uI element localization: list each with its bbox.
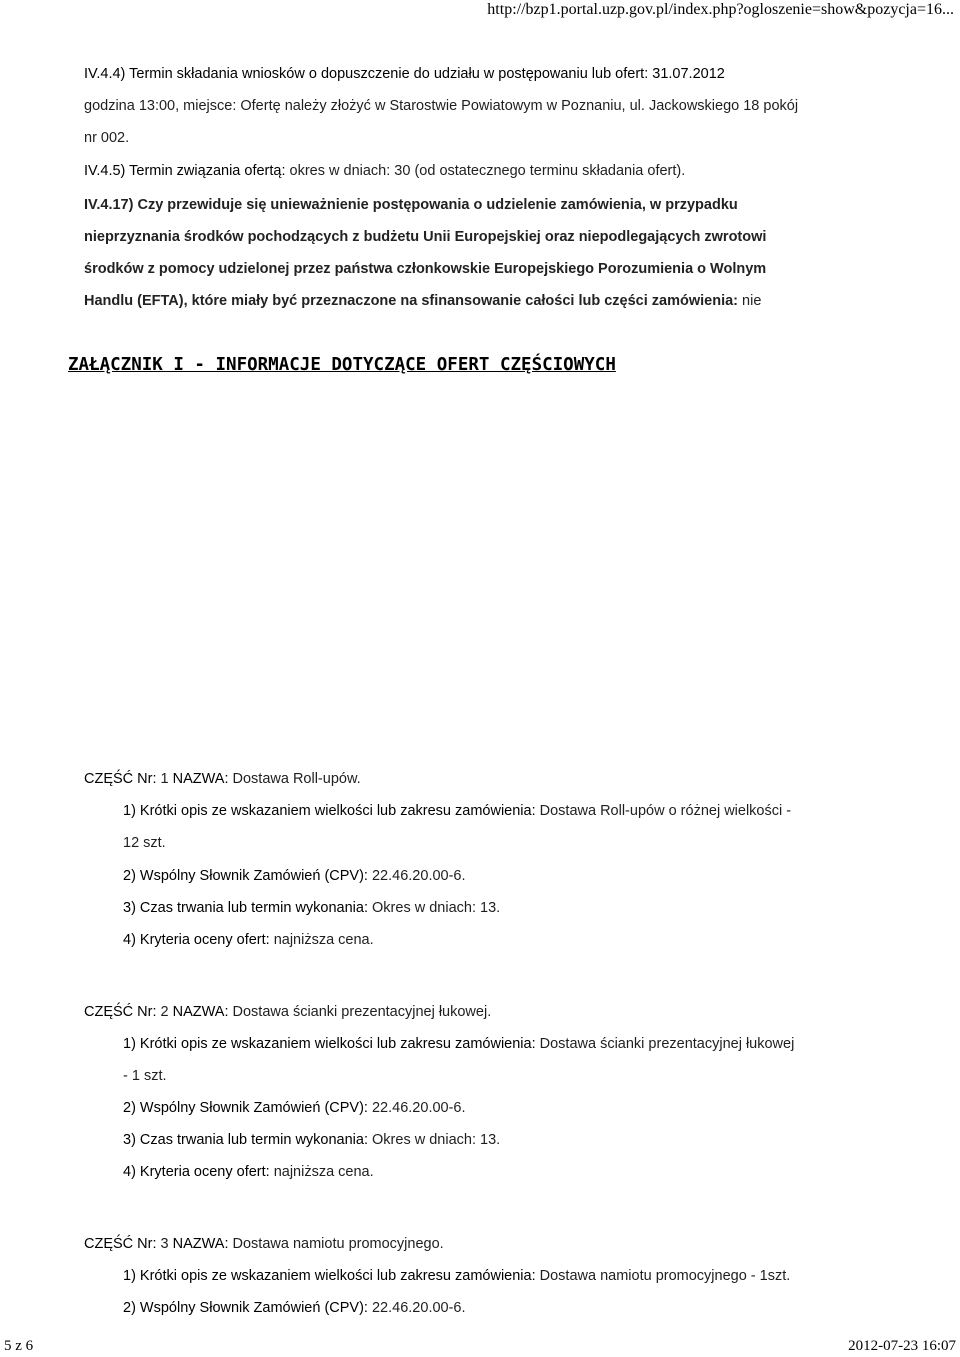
iv45-value: okres w dniach: 30 (od ostatecznego terminu składania ofert). (285, 163, 686, 179)
iv44-line-1: IV.4.4) Termin składania wniosków o dopuszczenie do udziału w postępowaniu lub ofert: 31.07.2012 (84, 66, 725, 82)
annex-title: ZAŁĄCZNIK I - INFORMACJE DOTYCZĄCE OFERT CZĘŚCIOWYCH (68, 355, 616, 375)
part-description-cont: 12 szt. (123, 835, 166, 851)
footer-page-number: 5 z 6 (4, 1338, 34, 1354)
iv45-label: IV.4.5) Termin związania ofertą: (84, 163, 286, 179)
part-duration: 3) Czas trwania lub termin wykonania: Okres w dniach: 13. (123, 1132, 501, 1148)
part-heading: CZĘŚĆ Nr: 1 NAZWA: Dostawa Roll-upów. (84, 771, 361, 787)
iv417-line-2: nieprzyznania środków pochodzących z budżetu Unii Europejskiej oraz niepodlegających zwrotowi (84, 229, 767, 245)
iv417-line-4: Handlu (EFTA), które miały być przeznaczone na sfinansowanie całości lub części zamówienia: nie (84, 293, 762, 309)
part-cpv: 2) Wspólny Słownik Zamówień (CPV): 22.46.20.00-6. (123, 1300, 466, 1316)
part-description-cont: - 1 szt. (123, 1068, 167, 1084)
footer-datetime: 2012-07-23 16:07 (848, 1338, 956, 1354)
iv44-line-3: nr 002. (84, 130, 130, 146)
page-url: http://bzp1.portal.uzp.gov.pl/index.php?ogloszenie=show&pozycja=16... (487, 1, 954, 18)
part-description: 1) Krótki opis ze wskazaniem wielkości lub zakresu zamówienia: Dostawa Roll-upów o różnej wielkości - (123, 803, 792, 819)
part-heading: CZĘŚĆ Nr: 3 NAZWA: Dostawa namiotu promocyjnego. (84, 1236, 444, 1252)
part-criteria: 4) Kryteria oceny ofert: najniższa cena. (123, 1164, 374, 1180)
part-heading: CZĘŚĆ Nr: 2 NAZWA: Dostawa ścianki prezentacyjnej łukowej. (84, 1004, 492, 1020)
part-cpv: 2) Wspólny Słownik Zamówień (CPV): 22.46.20.00-6. (123, 1100, 466, 1116)
iv44-line-2: godzina 13:00, miejsce: Ofertę należy złożyć w Starostwie Powiatowym w Poznaniu, ul. Jackowskiego 18 pokój (84, 98, 799, 114)
iv417-line-3: środków z pomocy udzielonej przez państwa członkowskie Europejskiego Porozumienia o Wolnym (84, 261, 767, 277)
part-description: 1) Krótki opis ze wskazaniem wielkości lub zakresu zamówienia: Dostawa namiotu promocyjnego - 1szt. (123, 1268, 791, 1284)
part-criteria: 4) Kryteria oceny ofert: najniższa cena. (123, 932, 374, 948)
part-cpv: 2) Wspólny Słownik Zamówień (CPV): 22.46.20.00-6. (123, 868, 466, 884)
iv45-line (84, 161, 685, 181)
iv417-line-1: IV.4.17) Czy przewiduje się unieważnienie postępowania o udzielenie zamówienia, w przypadku (84, 197, 738, 213)
part-description: 1) Krótki opis ze wskazaniem wielkości lub zakresu zamówienia: Dostawa ścianki prezentacyjnej łukowej (123, 1036, 795, 1052)
part-duration: 3) Czas trwania lub termin wykonania: Okres w dniach: 13. (123, 900, 501, 916)
